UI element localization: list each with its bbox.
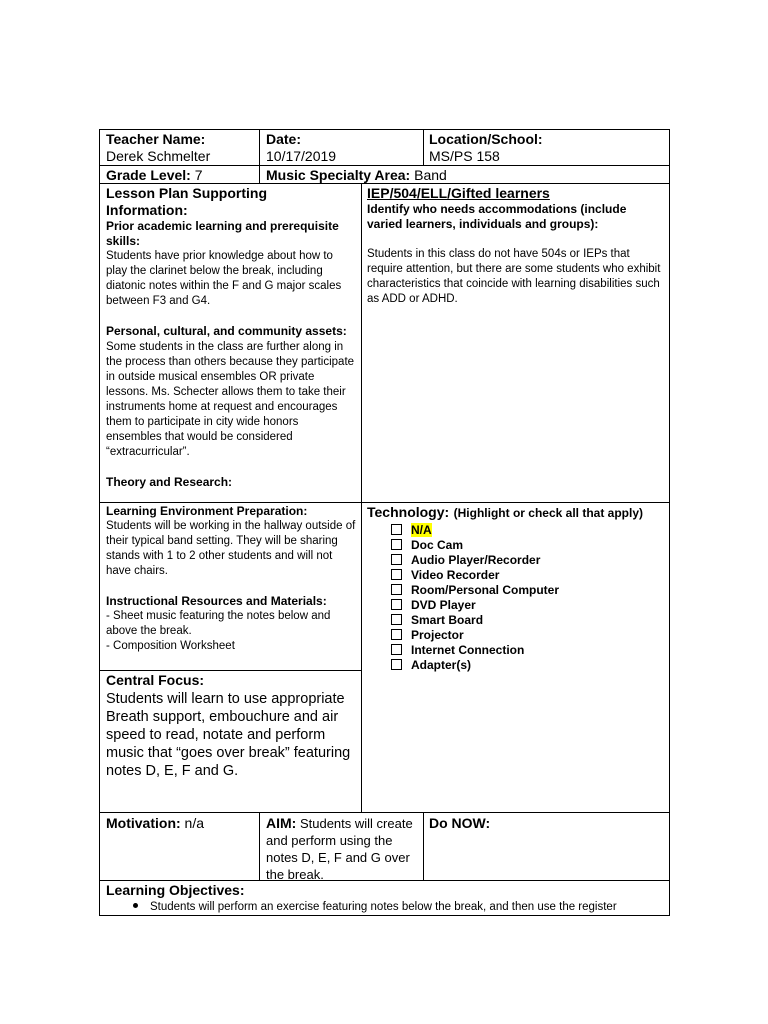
prior-learning-heading: Prior academic learning and prerequisite skills: xyxy=(106,219,339,248)
iep-heading: IEP/504/ELL/Gifted learners xyxy=(367,185,550,201)
resources-heading: Instructional Resources and Materials: xyxy=(106,594,327,608)
personal-assets-block xyxy=(106,324,356,460)
table-border-left xyxy=(99,129,100,916)
theory-research-heading: Theory and Research: xyxy=(106,475,233,489)
col-divider xyxy=(361,183,362,813)
specialty-area-value: Band xyxy=(414,167,447,183)
checkbox-icon[interactable] xyxy=(391,614,402,625)
motivation-cell xyxy=(106,815,256,832)
tech-item-audio-player[interactable] xyxy=(391,553,667,568)
location-label: Location/School: xyxy=(429,131,543,147)
learning-objectives-heading: Learning Objectives: xyxy=(106,882,245,898)
tech-item-internet[interactable] xyxy=(391,643,667,658)
teacher-name-cell xyxy=(106,131,256,165)
checkbox-icon[interactable] xyxy=(391,569,402,580)
motivation-value: n/a xyxy=(184,815,205,831)
col-divider xyxy=(423,129,424,166)
environment-heading: Learning Environment Preparation: xyxy=(106,504,308,518)
tech-item-na[interactable] xyxy=(391,523,667,538)
date-value: 10/17/2019 xyxy=(266,148,337,164)
central-focus-text: Students will learn to use appropriate Breath support, embouchure and air speed to read, notate and perform music that “goes over break” featuring notes D, E, F and G. xyxy=(106,691,351,779)
learning-objectives-cell xyxy=(106,882,668,915)
central-focus-cell xyxy=(106,672,358,780)
aim-cell xyxy=(266,815,420,883)
objective-item xyxy=(106,900,668,915)
motivation-label: Motivation: xyxy=(106,815,181,831)
col-divider xyxy=(423,812,424,881)
teacher-name-value: Derek Schmelter xyxy=(106,148,211,164)
tech-item-dvd-player[interactable] xyxy=(391,598,667,613)
personal-assets-heading: Personal, cultural, and community assets: xyxy=(106,324,347,338)
tech-item-smart-board[interactable] xyxy=(391,613,667,628)
personal-assets-text: Some students in the class are further along in the process than others because they participate in outside musical ensembles OR private lessons. Ms. Schecter allows them to take their instruments home at request and encourages them to participate in city wide honors ensembles that would be considered “extracurricular”. xyxy=(106,341,355,458)
grade-level-label: Grade Level: xyxy=(106,167,191,183)
environment-cell xyxy=(106,504,356,654)
checkbox-icon[interactable] xyxy=(391,629,402,640)
checkbox-icon[interactable] xyxy=(391,659,402,670)
row-divider xyxy=(99,502,670,503)
specialty-area-cell xyxy=(266,167,666,184)
iep-text: Students in this class do not have 504s or IEPs that require attention, but there are some students who exhibit characteristics that coincide with learning disabilities such as ADD or ADHD. xyxy=(367,248,661,305)
tech-item-label: Internet Connection xyxy=(411,643,525,657)
tech-item-label: Audio Player/Recorder xyxy=(411,553,541,567)
location-value: MS/PS 158 xyxy=(429,148,500,164)
checkbox-icon[interactable] xyxy=(391,524,402,535)
central-focus-heading: Central Focus: xyxy=(106,672,205,688)
tech-item-label: DVD Player xyxy=(411,598,476,612)
tech-item-label: Video Recorder xyxy=(411,568,500,582)
aim-label: AIM: xyxy=(266,815,297,831)
resource-item: - Composition Worksheet xyxy=(106,640,235,652)
tech-item-projector[interactable] xyxy=(391,628,667,643)
technology-label: Technology: xyxy=(367,504,450,520)
checkbox-icon[interactable] xyxy=(391,539,402,550)
bullet-icon xyxy=(133,903,138,908)
technology-cell xyxy=(367,504,667,673)
prior-learning-text: Students have prior knowledge about how to play the clarinet below the break, including diatonic notes within the F and G major scales between F3 and G4. xyxy=(106,250,342,307)
tech-item-computer[interactable] xyxy=(391,583,667,598)
iep-subheading: Identify who needs accommodations (include varied learners, individuals and groups): xyxy=(367,202,627,231)
iep-cell xyxy=(367,185,665,307)
grade-level-value: 7 xyxy=(194,167,203,183)
tech-item-label: Projector xyxy=(411,628,464,642)
col-divider xyxy=(259,129,260,184)
tech-item-label: Smart Board xyxy=(411,613,484,627)
teacher-name-label: Teacher Name: xyxy=(106,131,206,147)
tech-item-doc-cam[interactable] xyxy=(391,538,667,553)
do-now-label: Do NOW: xyxy=(429,815,491,831)
tech-item-label: N/A xyxy=(411,523,432,537)
table-border-top xyxy=(99,129,670,130)
date-cell xyxy=(266,131,421,165)
tech-item-adapters[interactable] xyxy=(391,658,667,673)
environment-text: Students will be working in the hallway outside of their typical band setting. They will be sharing stands with 1 to 2 other students and will not have chairs. xyxy=(106,520,356,577)
table-border-right xyxy=(669,129,670,916)
tech-item-label: Adapter(s) xyxy=(411,658,472,672)
table-border-bottom xyxy=(99,915,670,916)
grade-level-cell xyxy=(106,167,256,184)
aim-text: Students will create and perform using the notes D, E, F and G over the break. xyxy=(266,816,413,882)
resource-item: - Sheet music featuring the notes below and above the break. xyxy=(106,610,331,637)
supporting-info-heading: Lesson Plan Supporting Information: xyxy=(106,185,268,218)
checkbox-icon[interactable] xyxy=(391,599,402,610)
do-now-cell xyxy=(429,815,667,832)
tech-item-video-recorder[interactable] xyxy=(391,568,667,583)
col-divider xyxy=(259,812,260,881)
checkbox-icon[interactable] xyxy=(391,584,402,595)
row-divider xyxy=(99,165,670,166)
technology-checklist xyxy=(391,523,667,673)
row-divider xyxy=(99,670,361,671)
technology-instruction: (Highlight or check all that apply) xyxy=(453,506,643,520)
date-label: Date: xyxy=(266,131,302,147)
location-cell xyxy=(429,131,667,165)
supporting-info-cell xyxy=(106,185,356,490)
objective-text: Students will perform an exercise featuring notes below the break, and then use the register xyxy=(150,901,617,913)
specialty-area-label: Music Specialty Area: xyxy=(266,167,411,183)
row-divider xyxy=(99,812,670,813)
tech-item-label: Room/Personal Computer xyxy=(411,583,560,597)
checkbox-icon[interactable] xyxy=(391,644,402,655)
tech-item-label: Doc Cam xyxy=(411,538,464,552)
checkbox-icon[interactable] xyxy=(391,554,402,565)
